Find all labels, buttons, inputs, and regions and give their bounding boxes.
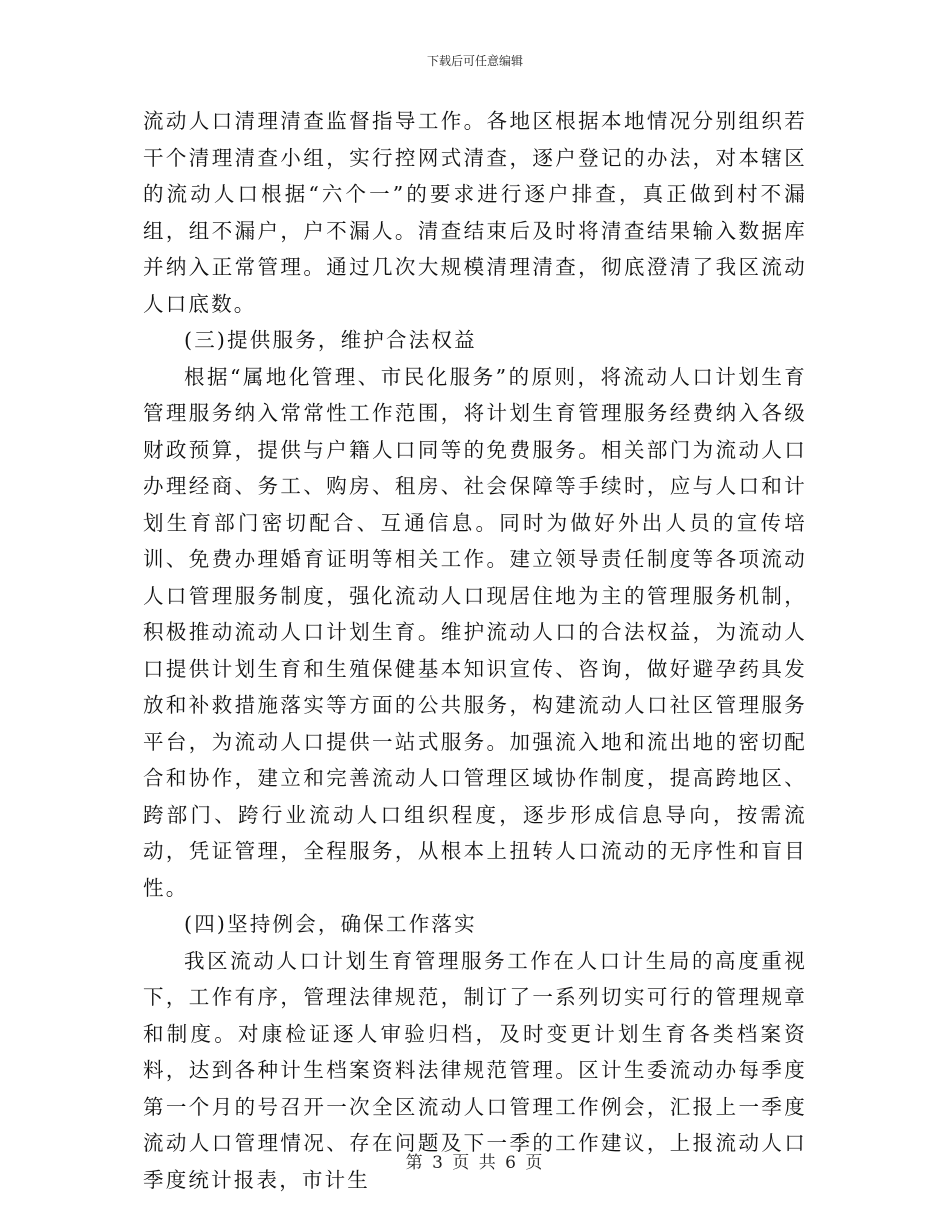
section-heading-3: (三)提供服务，维护合法权益: [184, 328, 477, 352]
section-heading-4: (四)坚持例会，确保工作落实: [184, 912, 477, 936]
paragraph-continuation: 流动人口清理清查监督指导工作。各地区根据本地情况分别组织若干个清理清查小组，实行控网式清查，逐户登记的办法，对本辖区的流动人口根据“六个一”的要求进行逐户排查，真正做到村不漏组，组不漏户，户不漏人。清查结束后及时将清查结果输入数据库并纳入正常管理。通过几次大规模清理清查，彻底澄清了我区流动人口底数。: [143, 109, 807, 316]
page-header: 下载后可任意编辑: [426, 54, 523, 68]
document-body: [143, 103, 807, 1198]
paragraph-meetings: 我区流动人口计划生育管理服务工作在人口计生局的高度重视下，工作有序，管理法律规范，制订了一系列切实可行的管理规章和制度。对康检证逐人审验归档，及时变更计划生育各类档案资料，达到各种计生档案资料法律规范管理。区计生委流动办每季度第一个月的号召开一次全区流动人口管理工作例会，汇报上一季度流动人口管理情况、存在问题及下一季的工作建议，上报流动人口季度统计报表，市计生: [143, 948, 807, 1192]
paragraph-services: 根据“属地化管理、市民化服务”的原则，将流动人口计划生育管理服务纳入常常性工作范围，将计划生育管理服务经费纳入各级财政预算，提供与户籍人口同等的免费服务。相关部门为流动人口办理经商、务工、购房、租房、社会保障等手续时，应与人口和计划生育部门密切配合、互通信息。同时为做好外出人员的宣传培训、免费办理婚育证明等相关工作。建立领导责任制度等各项流动人口管理服务制度，强化流动人口现居住地为主的管理服务机制，积极推动流动人口计划生育。维护流动人口的合法权益，为流动人口提供计划生育和生殖保健基本知识宣传、咨询，做好避孕药具发放和补救措施落实等方面的公共服务，构建流动人口社区管理服务平台，为流动人口提供一站式服务。加强流入地和流出地的密切配合和协作，建立和完善流动人口管理区域协作制度，提高跨地区、跨部门、跨行业流动人口组织程度，逐步形成信息导向，按需流动，凭证管理，全程服务，从根本上扭转人口流动的无序性和盲目性。: [143, 364, 807, 900]
page-number-footer: 第 3 页 共 6 页: [405, 1153, 545, 1173]
